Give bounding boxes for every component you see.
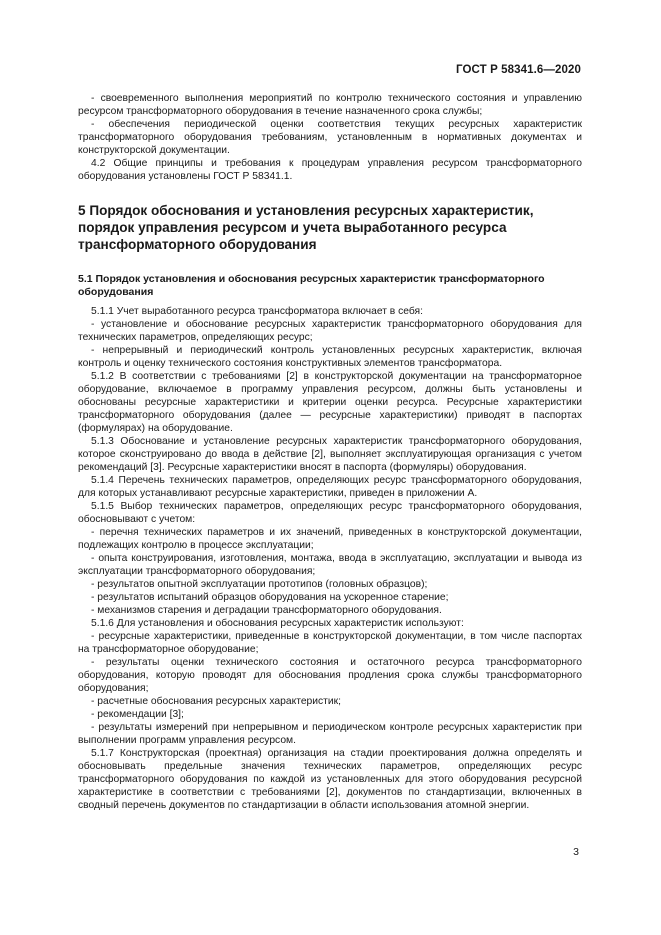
list-item: - результатов испытаний образцов оборудования на ускоренное старение; bbox=[91, 592, 449, 603]
list-item: - результатов опытной эксплуатации прототипов (головных образцов); bbox=[91, 579, 428, 590]
paragraph-5-1-7: 5.1.7 Конструкторская (проектная) организация на стадии проектирования должна определять и обосновывать предельные значения технических параметров, определяющих ресурс трансформаторного оборудования по каждой из установленных для этого оборудования ресурсной характеристике в соответствии с требованиями [2], документов по стандартизации, включенных в сводный перечень документов по стандартизации в области использования атомной энергии. bbox=[78, 748, 582, 811]
paragraph-5-1-3: 5.1.3 Обоснование и установление ресурсных характеристик трансформаторного оборудования, которое сконструировано до ввода в действие [2], выполняет эксплуатирующая организация с учетом рекомендаций [3]. Ресурсные характеристики вносят в паспорта (формуляры) оборудования. bbox=[78, 436, 582, 473]
list-item: - результаты оценки технического состояния и остаточного ресурса трансформаторного оборудования, которую проводят для обоснования продления срока службы трансформаторного оборудования; bbox=[78, 657, 582, 694]
list-item: - механизмов старения и деградации трансформаторного оборудования. bbox=[91, 605, 442, 616]
list-item: - рекомендации [3]; bbox=[91, 709, 184, 720]
list-item: - установление и обоснование ресурсных характеристик трансформаторного оборудования для технических параметров, определяющих ресурс; bbox=[78, 319, 582, 343]
paragraph-5-1-5: 5.1.5 Выбор технических параметров, определяющих ресурс трансформаторного оборудования, обосновывают с учетом: bbox=[78, 501, 582, 525]
list-item: - перечня технических параметров и их значений, приведенных в конструкторской документации, подлежащих контролю в процессе эксплуатации; bbox=[78, 527, 582, 551]
intro-bullet-2: - обеспечения периодической оценки соответствия текущих ресурсных характеристик трансформаторного оборудования требованиям, установленным в нормативных документах и конструкторской документации. bbox=[78, 119, 582, 156]
section-5-1-heading: 5.1 Порядок установления и обоснования ресурсных характеристик трансформаторного оборудования bbox=[78, 273, 545, 298]
document-header: ГОСТ Р 58341.6—2020 bbox=[456, 64, 581, 76]
list-item: - расчетные обоснования ресурсных характеристик; bbox=[91, 696, 342, 707]
paragraph-5-1-4: 5.1.4 Перечень технических параметров, определяющих ресурс трансформаторного оборудования, для которых устанавливают ресурсные характеристики, приведен в приложении А. bbox=[78, 475, 582, 499]
document-body bbox=[78, 92, 582, 812]
list-item: - непрерывный и периодический контроль установленных ресурсных характеристик, включая контроль и оценку технического состояния конструктивных элементов трансформатора. bbox=[78, 345, 582, 369]
paragraph-5-1-1: 5.1.1 Учет выработанного ресурса трансформатора включает в себя: bbox=[91, 306, 423, 317]
page-number: 3 bbox=[573, 846, 579, 858]
list-item: - опыта конструирования, изготовления, монтажа, ввода в эксплуатацию, эксплуатации и вывода из эксплуатации трансформаторного оборудования; bbox=[78, 553, 582, 577]
paragraph-5-1-2: 5.1.2 В соответствии с требованиями [2] в конструкторской документации на трансформаторное оборудование, включаемое в программу управления ресурсом, должны быть установлены и обоснованы ресурсные характеристики и критерии оценки ресурса. Ресурсные характеристики трансформаторного оборудования (далее — ресурсные характеристики) приводят в паспортах (формулярах) на оборудование. bbox=[78, 371, 582, 434]
paragraph-5-1-6: 5.1.6 Для установления и обоснования ресурсных характеристик используют: bbox=[91, 618, 464, 629]
intro-bullet-1: - своевременного выполнения мероприятий по контролю технического состояния и управлению ресурсом трансформаторного оборудования в течение назначенного срока службы; bbox=[78, 93, 582, 117]
list-item: - ресурсные характеристики, приведенные в конструкторской документации, в том числе паспортах на трансформаторное оборудование; bbox=[78, 631, 582, 655]
list-item: - результаты измерений при непрерывном и периодическом контроле ресурсных характеристик при выполнении программ управления ресурсом. bbox=[78, 722, 582, 746]
paragraph-4-2: 4.2 Общие принципы и требования к процедурам управления ресурсом трансформаторного оборудования установлены ГОСТ Р 58341.1. bbox=[78, 158, 582, 182]
section-5-heading: 5 Порядок обоснования и установления ресурсных характеристик, порядок управления ресурсом и учета выработанного ресурса трансформаторного оборудования bbox=[78, 203, 534, 252]
